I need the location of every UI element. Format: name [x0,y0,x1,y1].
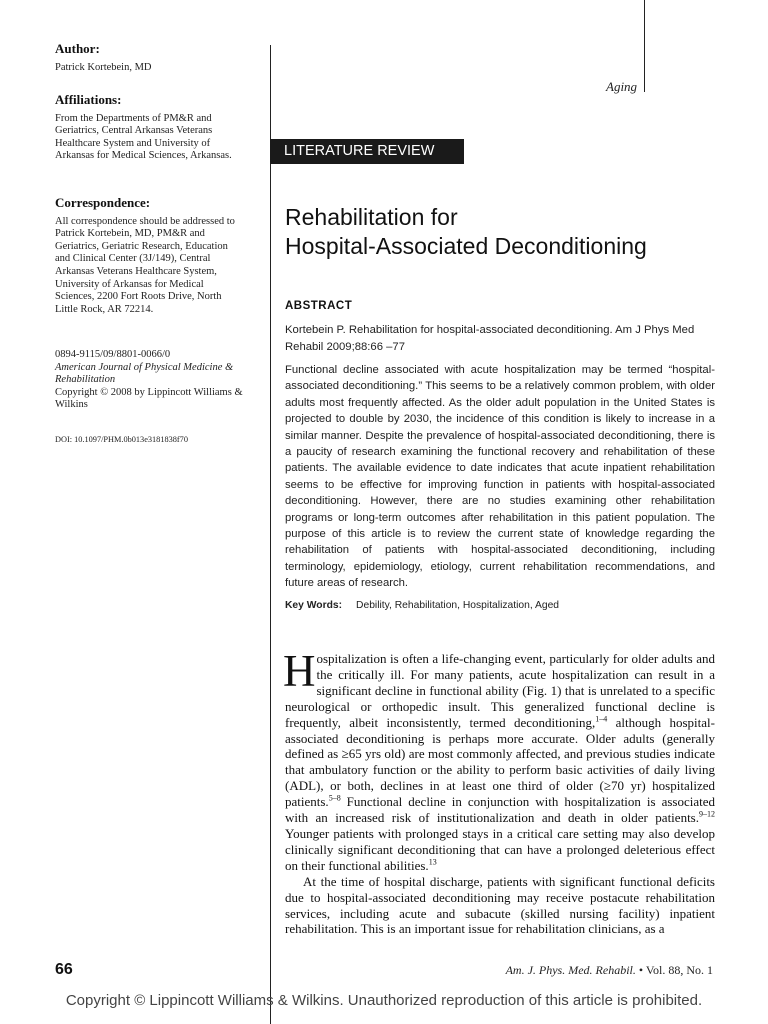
title-line-1: Rehabilitation for [285,204,458,230]
journal-abbrev: Am. J. Phys. Med. Rehabil. [505,963,636,977]
volume-issue: Vol. 88, No. 1 [645,963,713,977]
reference-link[interactable]: 9–12 [699,809,715,819]
correspondence-text: All correspondence should be addressed to Patrick Kortebein, MD, PM&R and Geriatrics, Geriatric Research, Education and Clinical Center (3J/149), Central Arkansas Veterans Healthcare System, University of Arkansas for Medical Sciences, 2200 Fort Roots Drive, North Little Rock, AR 72214. [55,215,235,315]
article-citation: Kortebein P. Rehabilitation for hospital-associated deconditioning. Am J Phys Med Rehabil 2009;88:66 –77 [285,324,695,353]
bullet: • [638,963,644,977]
body-paragraph-2: At the time of hospital discharge, patients with significant functional deficits due to hospital-associated deconditioning may receive postacute rehabilitation services, including acute and subacute (skilled nursing facility) inpatient rehabilitation. This is an important issue for rehabilitation clinicians, as a [285,873,715,937]
article-body [283,646,715,937]
header-rule [644,0,645,92]
copyright-line: Copyright © 2008 by Lippincott Williams & Wilkins [55,386,243,411]
author-block [55,43,245,74]
issn: 0894-9115/09/8801-0066/0 [55,349,171,360]
correspondence-heading: Correspondence: [55,195,151,210]
drop-cap: H [283,646,316,696]
doi: DOI: 10.1097/PHM.0b013e3181838f70 [55,435,188,444]
author-name: Patrick Kortebein, MD [55,61,152,73]
reference-link[interactable]: 1–4 [595,714,608,724]
affiliations-text: From the Departments of PM&R and Geriatrics, Central Arkansas Veterans Healthcare System and University of Arkansas for Medical Sciences, Arkansas. [55,112,232,162]
reference-link[interactable]: 5–8 [328,793,341,803]
correspondence-block [55,197,245,316]
author-heading: Author: [55,41,100,56]
doi-block [55,434,245,447]
keywords-label: Key Words: [285,600,343,611]
affiliations-block [55,94,245,163]
page-number: 66 [55,961,73,978]
journal-footer [506,963,713,978]
abstract-text: Functional decline associated with acute hospitalization may be termed “hospital-associated deconditioning.” This seems to be a relatively common problem, with older adults most frequently affected. As the older adult population in the United States is projected to double by 2030, the incidence of this condition is likely to increase in a similar manner. Despite the prevalence of hospital-associated deconditioning, there is a paucity of research examining the functional recovery and rehabilitation of these patients. The available evidence to date indicates that acute inpatient rehabilitation seems to be effective for improving function in patients with hospital-associated deconditioning. However, there are no studies examining other rehabilitation programs or long-term outcomes after rehabilitation in this patient population. The purpose of this article is to review the current state of knowledge regarding the rehabilitation of patients with hospital-associated deconditioning, including terminology, epidemiology, etiology, current rehabilitation recommendations, and future areas of research. [285,364,715,590]
copyright-notice: Copyright © Lippincott Williams & Wilkins. Unauthorized reproduction of this article is prohibited. [65,992,703,1009]
keywords-list: Debility, Rehabilitation, Hospitalization, Aged [356,600,560,611]
journal-name: American Journal of Physical Medicine & Rehabilitation [55,361,234,386]
article-title [285,203,725,261]
publication-info [55,349,245,412]
abstract-heading: ABSTRACT [285,300,353,312]
column-divider [270,45,271,1024]
body-paragraph-1: Hospitalization is often a life-changing event, particularly for older adults and the critically ill. For many patients, acute hospitalization can result in a significant decline in functional ability (Fig. 1) that is unrelated to a specific neurological or orthopedic insult. This generalized functional decline is frequently, albeit inconsistently, termed deconditioning,$^{1-4}$ although hospital-associated deconditioning is perhaps more accurate. Older adults (generally defined as ≥65 yrs old) are most commonly affected, and previous studies indicate that ambulatory function or the ability to perform basic activities of daily living (ADL), or both, declines in at least one third of older (≥70 yr) hospitalized patients.$^{5-8}$ Functional decline in conjunction with hospitalization is associated with an increased risk of institutionalization and death in older patients.$^{9-12}$ Younger patients with prolonged stays in a critical care setting may also develop clinically significant deconditioning that can have a prolonged deleterious effect on their functional abilities.$^{13}$ [283,646,715,873]
affiliations-heading: Affiliations: [55,92,122,107]
category-banner: LITERATURE REVIEW [270,139,464,164]
reference-link[interactable]: 13 [428,857,437,867]
keywords-line [285,600,715,611]
section-label: Aging [606,79,638,94]
title-line-2: Hospital-Associated Deconditioning [285,233,647,259]
